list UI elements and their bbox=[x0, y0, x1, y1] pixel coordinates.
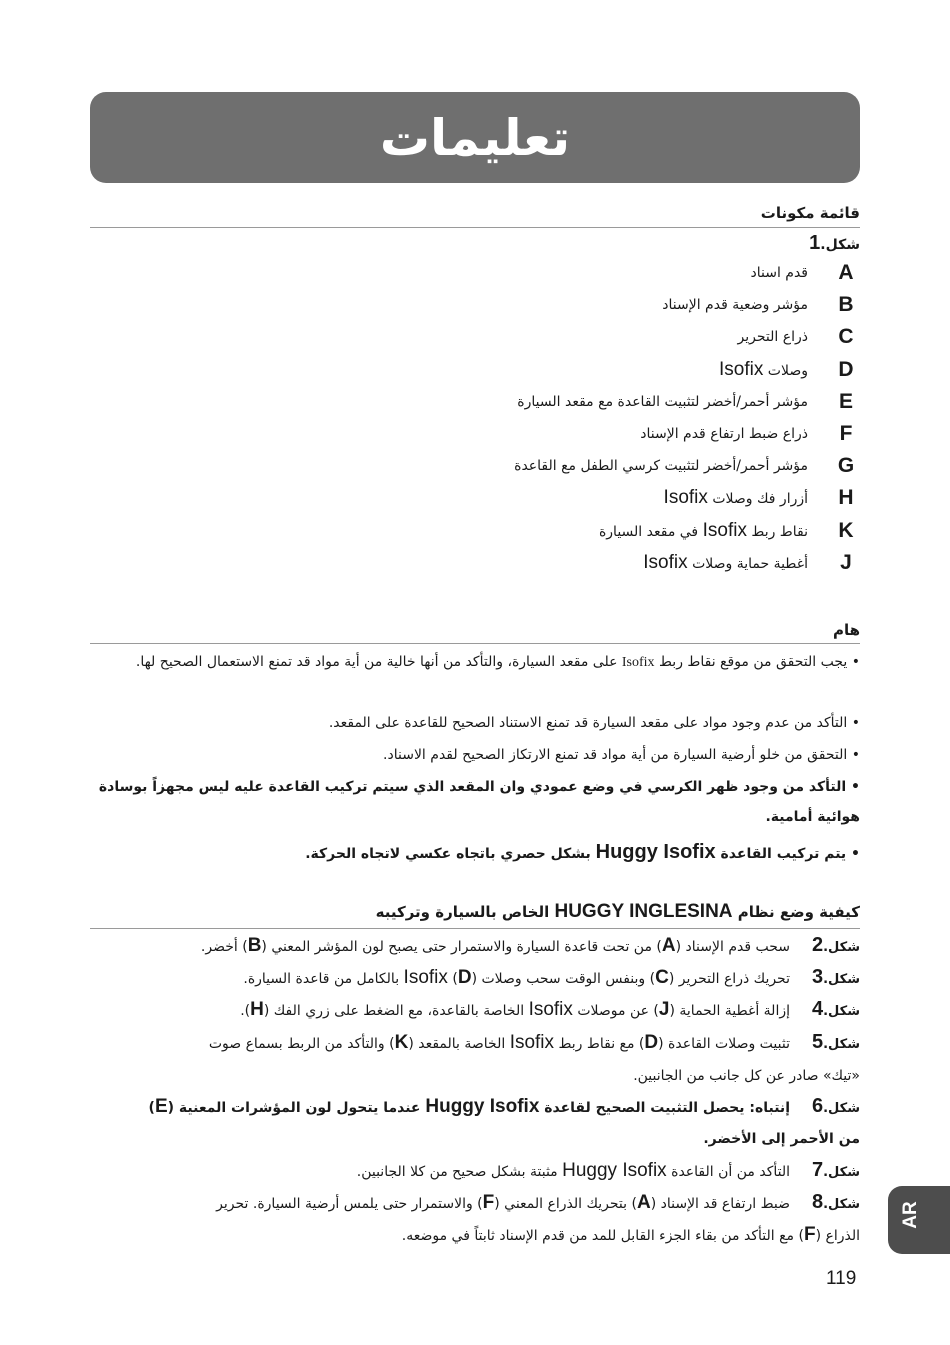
component-item-g bbox=[514, 451, 860, 481]
component-description: نقاط ربط Isofix في مقعد السيارة bbox=[598, 520, 808, 541]
component-description: مؤشر أحمر/أخضر لتثبيت كرسي الطفل مع القاعدة bbox=[514, 458, 808, 474]
component-item-e bbox=[517, 387, 860, 417]
component-item-d bbox=[719, 355, 860, 385]
component-item-c bbox=[738, 322, 860, 352]
step-8: شكل.8 ضبط ارتفاع قد الإسناد (A) بتحريك الذراع المعني (F) والاستمرار حتى يلمس أرضية السيارة. تحرير bbox=[216, 1191, 860, 1213]
component-letter: B bbox=[838, 293, 854, 316]
component-letter: D bbox=[838, 358, 854, 381]
important-bullet-4: • التأكد من وجود ظهر الكرسي في وضع عمودي وان المقعد الذي سيتم تركيب القاعدة عليه ليس مجهزاً بوسادة هوائية أمامية. bbox=[98, 779, 860, 825]
component-description: ذراع ضبط ارتفاع قدم الإسناد bbox=[640, 426, 808, 442]
title-banner bbox=[90, 92, 860, 183]
step-7: شكل.7 التأكد من أن القاعدة Huggy Isofix مثبتة بشكل صحيح من كلا الجانبين. bbox=[356, 1159, 860, 1181]
page-title: تعليمات bbox=[379, 108, 571, 167]
components-divider bbox=[90, 227, 860, 228]
component-letter: F bbox=[839, 422, 853, 445]
step-6-continued: من الأحمر إلى الأخضر. bbox=[703, 1131, 860, 1147]
step-6: شكل.6 إنتباه: يحصل التثبيت الصحيح لقاعدة Huggy Isofix عندما يتحول لون المؤشرات المعنية (E) bbox=[148, 1095, 860, 1117]
component-description: أزرار فك وصلات Isofix bbox=[663, 487, 808, 508]
component-description: مؤشر وضعية قدم الإسناد bbox=[662, 297, 808, 313]
step-2: شكل.2 سحب قدم الإسناد (A) من تحت قاعدة السيارة والاستمرار حتى يصبح لون المؤشر المعني (B) أخضر. bbox=[200, 934, 860, 956]
component-item-f bbox=[640, 419, 860, 449]
component-letter: K bbox=[838, 519, 854, 542]
step-5: شكل.5 تثبيت وصلات القاعدة (D) مع نقاط ربط Isofix الخاصة بالمقعد (K) والتأكد من الربط بسماع صوت bbox=[208, 1031, 860, 1053]
important-divider bbox=[90, 643, 860, 644]
component-letter: A bbox=[838, 261, 854, 284]
components-heading: قائمة مكونات bbox=[760, 204, 860, 222]
component-item-j bbox=[643, 548, 860, 578]
component-description: ذراع التحرير bbox=[737, 329, 808, 345]
component-letter: H bbox=[838, 486, 854, 509]
component-item-a bbox=[750, 258, 860, 288]
page-number: 119 bbox=[826, 1268, 857, 1289]
howto-divider bbox=[90, 928, 860, 929]
language-tab: AR bbox=[888, 1186, 950, 1254]
important-bullet-5: • يتم تركيب القاعدة Huggy Isofix بشكل حصري باتجاه عكسي لاتجاه الحركة. bbox=[305, 841, 860, 863]
component-item-b bbox=[662, 290, 860, 320]
step-3: شكل.3 تحريك ذراع التحرير (C) وبنفس الوقت سحب وصلات Isofix (D) بالكامل من قاعدة السيارة. bbox=[243, 966, 860, 988]
component-item-h bbox=[664, 483, 860, 513]
important-heading: هام bbox=[832, 621, 860, 639]
component-description: قدم اسناد bbox=[750, 265, 808, 281]
component-item-k bbox=[599, 516, 860, 546]
step-4: شكل.4 إزالة أغطية الحماية (J) عن موصلات Isofix الخاصة بالقاعدة، مع الضغط على زري الفك (H). bbox=[240, 998, 860, 1020]
component-letter: C bbox=[838, 325, 854, 348]
component-description: مؤشر أحمر/أخضر لتثبيت القاعدة مع مقعد السيارة bbox=[517, 394, 808, 410]
figure-1-label: شكل.1 bbox=[809, 232, 860, 254]
step-5-continued: «تيك» صادر عن كل جانب من الجانبين. bbox=[633, 1068, 860, 1084]
component-letter: J bbox=[840, 551, 852, 574]
important-bullet-3: • التحقق من خلو أرضية السيارة من أية مواد قد تمنع الارتكاز الصحيح لقدم الاسناد. bbox=[383, 747, 860, 763]
component-letter: G bbox=[837, 454, 855, 477]
important-bullet-2: • التأكد من عدم وجود مواد على مقعد السيارة قد تمنع الاستناد الصحيح للقاعدة على المقعد. bbox=[328, 715, 860, 731]
howto-heading: كيفية وضع نظام HUGGY INGLESINA الخاص بالسيارة وتركيبه bbox=[375, 901, 860, 922]
step-8-continued: الذراع (F) مع التأكد من بقاء الجزء القابل للمد من قدم الإسناد ثابتاً في موضعه. bbox=[401, 1224, 860, 1245]
component-letter: E bbox=[838, 390, 853, 413]
important-bullet-1: • يجب التحقق من موقع نقاط ربط Isofix على مقعد السيارة، والتأكد من أنها خالية من أية مواد قد تمنع الاستعمال الصحيح لها. bbox=[135, 654, 860, 670]
component-description: وصلات Isofix bbox=[719, 359, 808, 380]
component-description: أغطية حماية وصلات Isofix bbox=[643, 552, 808, 573]
